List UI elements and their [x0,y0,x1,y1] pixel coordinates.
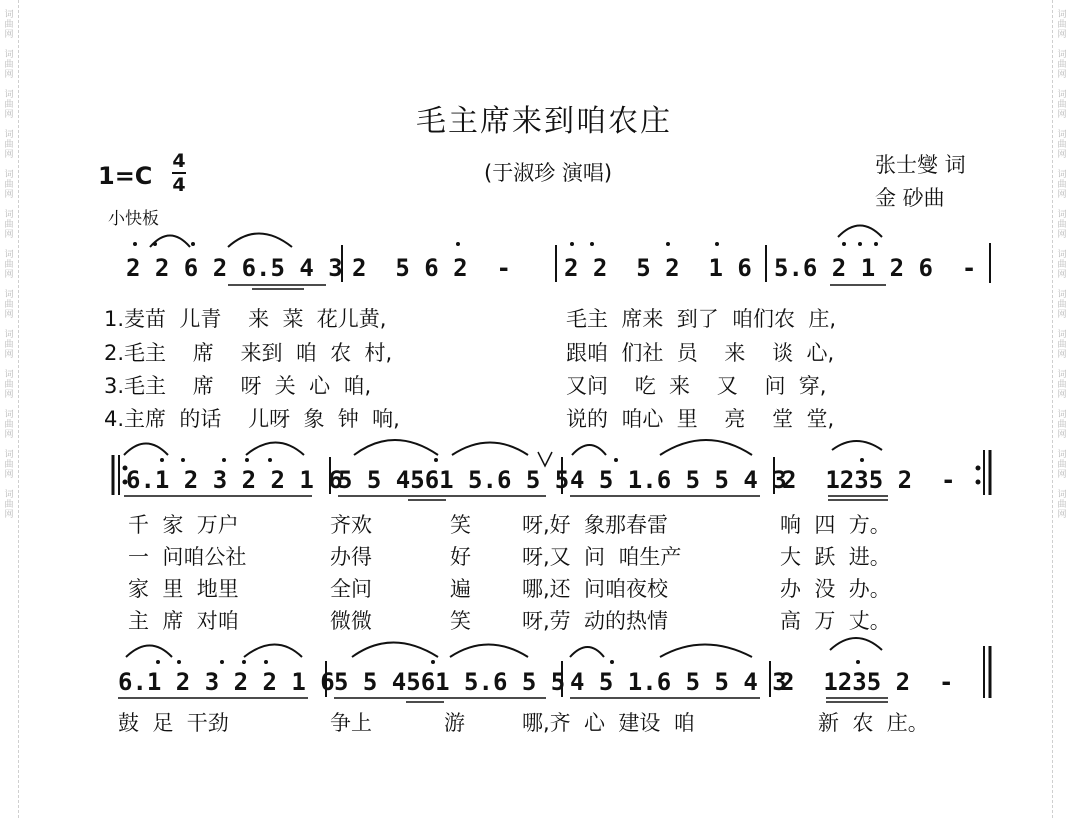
time-signature-bottom: 4 [172,174,186,196]
watermark-text: 词曲网 [4,90,14,120]
lyric-line: 办 没 办。 [780,577,891,601]
lyric-line: 一 问咱公社 [128,545,247,569]
breath-mark [538,452,552,466]
slur [124,444,168,456]
lyric-line: 游 [444,711,465,735]
repeat-dot [976,466,981,471]
lyric-line: 4.主席 的话 儿呀 象 钟 响, [104,407,400,431]
lyric-line: 齐欢 [330,513,372,537]
lyric-line: 鼓 足 干劲 [118,711,229,735]
slur [830,638,882,650]
measure-1-4: 5.6 2 1 2 6 - [774,254,977,282]
measure-3-4: 2 1235 2 - [780,668,954,696]
octave-dot [245,458,249,462]
lyric-line: 哪,还 问咱夜校 [522,577,669,601]
lyric-line: 响 四 方。 [780,513,891,537]
key-signature: 1=C [98,162,153,190]
slur [838,226,882,238]
octave-dot [242,660,246,664]
octave-dot [590,242,594,246]
watermark-text: 词曲网 [4,250,14,280]
measure-3-3: 4 5 1.6 5 5 4 3 [570,668,787,696]
watermark-text: 词曲网 [4,330,14,360]
watermark-text: 词曲网 [4,490,14,520]
octave-dot [153,242,157,246]
measure-2-1: 6.1 2 3 2 2 1 6 [126,466,343,494]
watermark-text: 词曲网 [1057,210,1067,240]
slur [570,647,604,657]
octave-dot [874,242,878,246]
repeat-dot [976,480,981,485]
measure-2-4: 2 1235 2 - [782,466,956,494]
watermark-text: 词曲网 [1057,10,1067,40]
lyric-line: 笑 [450,609,471,633]
lyric-line: 高 万 丈。 [780,609,891,633]
slur [572,445,606,455]
measure-2-3: 4 5 1.6 5 5 4 3 [570,466,787,494]
watermark-text: 词曲网 [1057,290,1067,320]
watermark-text: 词曲网 [1057,50,1067,80]
watermark-text: 词曲网 [4,290,14,320]
watermark-text: 词曲网 [4,450,14,480]
measure-1-1: 2 2 6 2 6.5 4 3 [126,254,343,282]
slur [246,443,304,456]
lyricist-credit: 张士燮 词 [875,153,966,177]
composer-credit: 金 砂曲 [875,186,945,210]
measure-3-1: 6.1 2 3 2 2 1 6 [118,668,335,696]
lyric-line: 说的 咱心 里 亮 堂 堂, [566,407,835,431]
octave-dot [860,458,864,462]
slur [244,645,302,658]
slur [660,645,752,658]
watermark-text: 词曲网 [4,50,14,80]
watermark-text: 词曲网 [1057,250,1067,280]
watermark-text: 词曲网 [4,410,14,440]
watermark-text: 词曲网 [1057,410,1067,440]
octave-dot [570,242,574,246]
octave-dot [614,458,618,462]
octave-dot [434,458,438,462]
octave-dot [610,660,614,664]
octave-dot [856,660,860,664]
lyric-line: 呀,好 象那春雷 [522,513,669,537]
octave-dot [133,242,137,246]
lyric-line: 毛主 席来 到了 咱们农 庄, [566,307,837,331]
measure-1-3: 2 2 5 2 1 6 [564,254,752,282]
octave-dot [191,242,195,246]
octave-dot [268,458,272,462]
octave-dot [220,660,224,664]
song-title: 毛主席来到咱农庄 [416,104,672,139]
lyric-line: 3.毛主 席 呀 关 心 咱, [104,374,372,398]
lyric-line: 新 农 庄。 [818,711,929,735]
watermark-text: 词曲网 [1057,450,1067,480]
measure-2-2: 5 5 4561 5.6 5 5 [338,466,570,494]
lyric-line: 哪,齐 心 建设 咱 [522,711,695,735]
watermark-text: 词曲网 [4,370,14,400]
slur [452,443,528,456]
watermark-text: 词曲网 [4,170,14,200]
lyric-line: 大 跃 进。 [780,545,891,569]
time-signature-top: 4 [172,150,186,172]
octave-dot [715,242,719,246]
watermark-text: 词曲网 [1057,130,1067,160]
watermark-text: 词曲网 [1057,370,1067,400]
measure-3-2: 5 5 4561 5.6 5 5 [334,668,566,696]
octave-dot [666,242,670,246]
tempo-marking: 小快板 [108,209,159,229]
slur [660,440,752,455]
octave-dot [858,242,862,246]
octave-dot [431,660,435,664]
lyric-line: 好 [450,545,471,569]
slur [354,440,438,455]
watermark-text: 词曲网 [1057,170,1067,200]
lyric-line: 呀,劳 动的热情 [522,609,669,633]
slur [126,646,172,658]
lyric-line: 笑 [450,513,471,537]
watermark-text: 词曲网 [1057,490,1067,520]
slur [832,441,882,450]
octave-dot [842,242,846,246]
octave-dot [456,242,460,246]
watermark-text: 词曲网 [4,10,14,40]
octave-dot [177,660,181,664]
lyric-line: 呀,又 问 咱生产 [522,545,682,569]
slur [228,234,292,248]
lyric-line: 遍 [450,577,471,601]
lyric-line: 千 家 万户 [128,513,239,537]
octave-dot [264,660,268,664]
octave-dot [181,458,185,462]
watermark-text: 词曲网 [4,130,14,160]
lyric-line: 全问 [330,577,372,601]
lyric-line: 微微 [330,609,372,633]
slur [450,645,528,658]
lyric-line: 争上 [330,711,372,735]
lyric-line: 1.麦苗 儿青 来 菜 花儿黄, [104,307,387,331]
slur [352,643,438,658]
performer-credit: (于淑珍 演唱) [484,161,613,185]
lyric-line: 家 里 地里 [128,577,239,601]
watermark-text: 词曲网 [4,210,14,240]
octave-dot [160,458,164,462]
lyric-line: 又问 吃 来 又 问 穿, [566,374,827,398]
watermark-text: 词曲网 [1057,90,1067,120]
lyric-line: 跟咱 们社 员 来 谈 心, [566,341,835,365]
lyric-line: 2.毛主 席 来到 咱 农 村, [104,341,393,365]
lyric-line: 办得 [330,545,372,569]
measure-1-2: 2 5 6 2 - [352,254,511,282]
octave-dot [222,458,226,462]
watermark-text: 词曲网 [1057,330,1067,360]
octave-dot [156,660,160,664]
lyric-line: 主 席 对咱 [128,609,239,633]
